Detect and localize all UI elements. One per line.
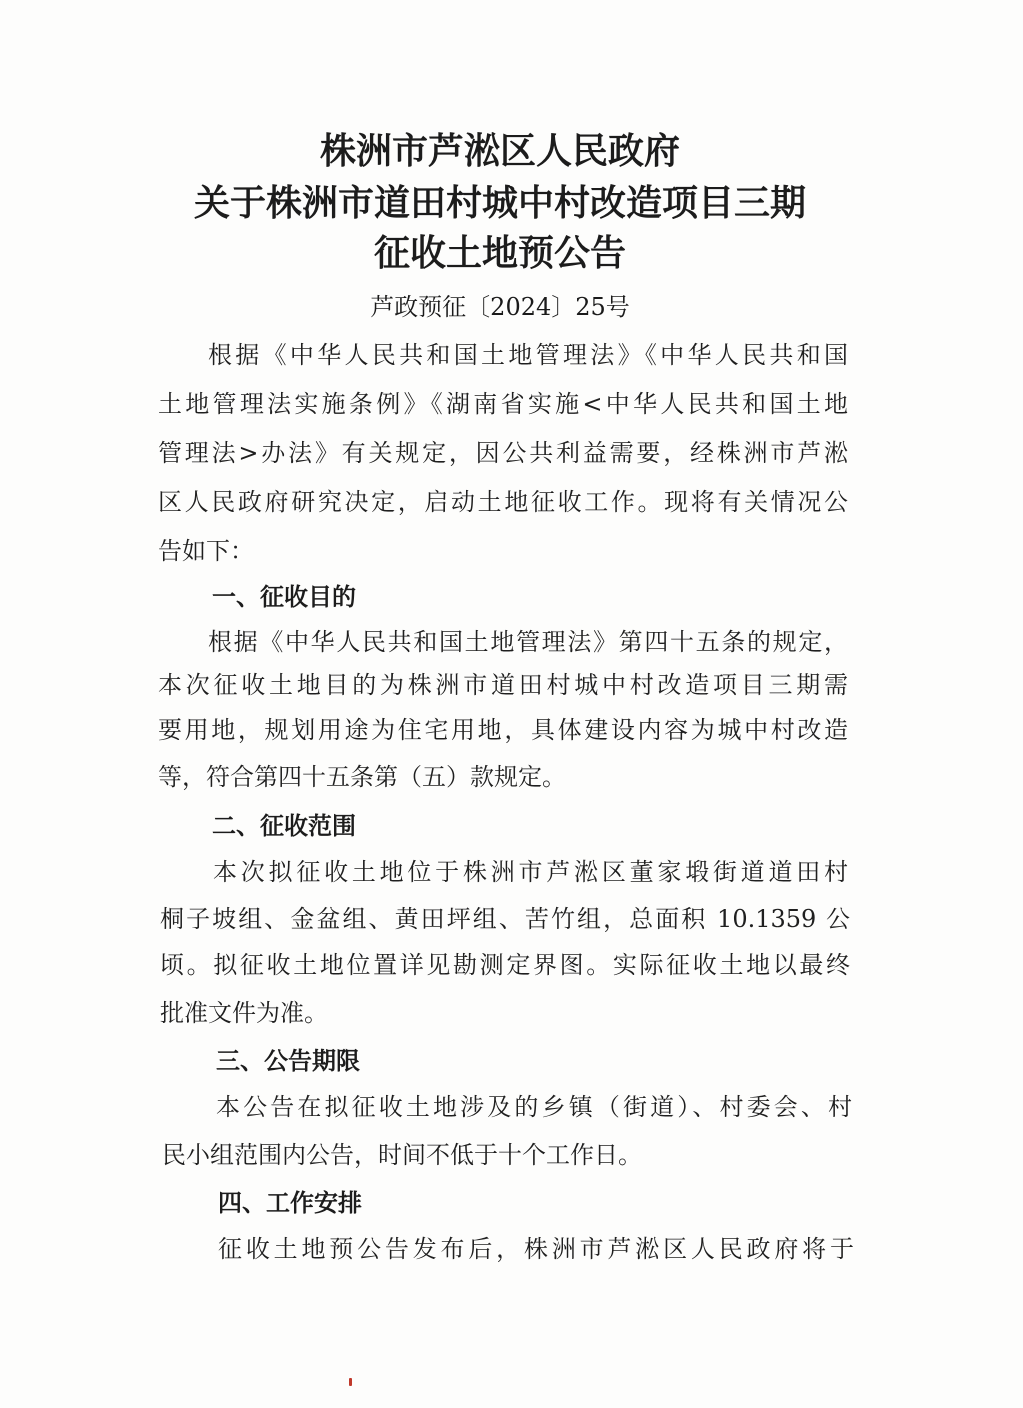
arrangement-line-1: 征收土地预公告发布后，株洲市芦淞区人民政府将于 <box>218 1235 854 1263</box>
purpose-line-2: 本次征收土地目的为株洲市道田村城中村改造项目三期需 <box>158 671 848 699</box>
intro-line-4: 区人民政府研究决定，启动土地征收工作。现将有关情况公 <box>158 488 848 516</box>
scope-line-4: 批准文件为准。 <box>160 999 328 1027</box>
purpose-line-3: 要用地，规划用途为住宅用地，具体建设内容为城中村改造 <box>158 716 848 744</box>
red-ink-mark <box>349 1378 352 1386</box>
section-heading-arrangement: 四、工作安排 <box>218 1189 362 1217</box>
scope-line-1: 本次拟征收土地位于株洲市芦淞区董家塅街道道田村 <box>213 858 848 886</box>
scope-line-3: 顷。拟征收土地位置详见勘测定界图。实际征收土地以最终 <box>160 951 850 979</box>
intro-line-1: 根据《中华人民共和国土地管理法》《中华人民共和国 <box>208 341 848 369</box>
period-line-1: 本公告在拟征收土地涉及的乡镇（街道）、村委会、村 <box>216 1093 852 1121</box>
intro-line-5: 告如下： <box>158 537 254 565</box>
period-line-2: 民小组范围内公告，时间不低于十个工作日。 <box>162 1141 642 1169</box>
intro-line-2: 土地管理法实施条例》《湖南省实施<中华人民共和国土地 <box>158 390 848 418</box>
document-title-line-2: 关于株洲市道田村城中村改造项目三期 <box>193 183 806 224</box>
section-heading-period: 三、公告期限 <box>216 1047 360 1075</box>
intro-line-3: 管理法>办法》有关规定，因公共利益需要，经株洲市芦淞 <box>158 439 848 467</box>
section-heading-scope: 二、征收范围 <box>212 812 356 840</box>
document-title-line-3: 征收土地预公告 <box>373 233 626 274</box>
document-title-line-1: 株洲市芦淞区人民政府 <box>319 131 680 172</box>
section-heading-purpose: 一、征收目的 <box>212 583 356 611</box>
purpose-line-4: 等，符合第四十五条第（五）款规定。 <box>158 763 566 791</box>
purpose-line-1: 根据《中华人民共和国土地管理法》第四十五条的规定， <box>208 628 848 656</box>
scope-line-2: 桐子坡组、金盆组、黄田坪组、苦竹组，总面积 10.1359 公 <box>160 905 850 933</box>
document-number: 芦政预征〔2024〕25号 <box>370 293 630 321</box>
